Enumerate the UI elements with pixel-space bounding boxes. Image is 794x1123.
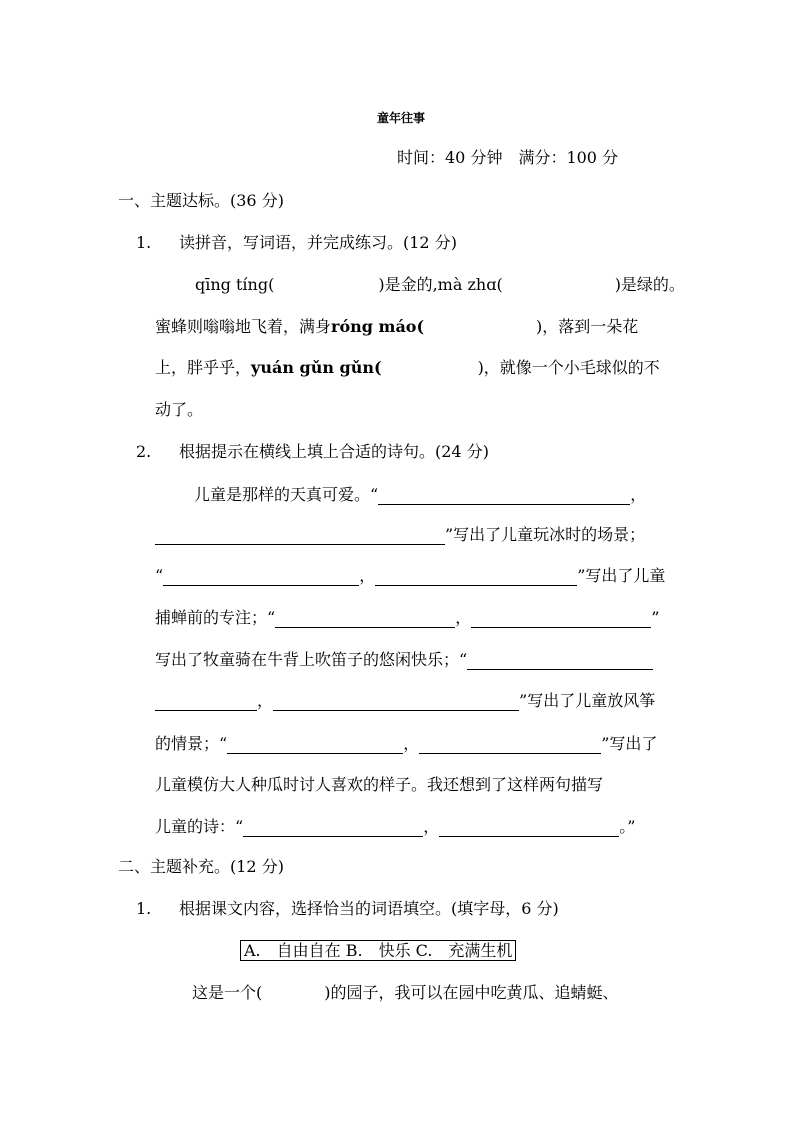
- q2-line5: [155, 650, 653, 670]
- s2-q1-prompt: 根据课文内容，选择恰当的词语填空。(填字母，6 分): [179, 899, 559, 918]
- q1-line4: 动了。: [155, 400, 204, 419]
- poem-blank-11[interactable]: [243, 818, 423, 837]
- poem-blank-6[interactable]: [471, 609, 651, 628]
- q2-line6-text: ”写出了儿童放风筝: [519, 691, 656, 710]
- pinyin-rongmao: róng máo(: [331, 317, 425, 336]
- q2-line3: [155, 566, 665, 586]
- q2-line6: [155, 691, 655, 711]
- q2-line4: [155, 608, 659, 628]
- word-options: A. 自由自在 B. 快乐 C. 充满生机: [240, 940, 516, 961]
- section1-heading: 一、主题达标。(36 分): [118, 191, 284, 210]
- poem-blank-3[interactable]: [163, 567, 359, 586]
- comma: ，: [455, 608, 472, 627]
- pinyin-yuangungun: yuán gǔn gǔn(: [251, 358, 382, 377]
- q2-line7-end: ”写出了: [601, 734, 658, 753]
- poem-blank-2[interactable]: [155, 526, 445, 545]
- q1-number: 1.: [136, 233, 152, 252]
- open-quote: “: [155, 566, 164, 585]
- pinyin-qingting: qīng tíng(: [195, 275, 275, 294]
- poem-blank-7-cont[interactable]: [155, 692, 257, 711]
- page-title: 童年往事: [377, 111, 426, 125]
- poem-blank-1[interactable]: [378, 486, 630, 505]
- comma: ，: [359, 566, 376, 585]
- q1-line2: [155, 317, 638, 337]
- q1-line1-text-b: )是金的,: [378, 275, 438, 294]
- s2-q1-line1: [192, 983, 619, 1003]
- word-options-box: [240, 941, 516, 961]
- comma: ，: [630, 485, 647, 504]
- q1-line3-text-c: )，就像一个小毛球似的不: [477, 358, 660, 377]
- q2-number: 2.: [136, 442, 152, 461]
- q1-line1-text-d: )是绿的。: [614, 275, 685, 294]
- close-quote: ”: [651, 608, 660, 627]
- q1-line2-text-a: 蜜蜂则嗡嗡地飞着，满身: [155, 317, 332, 336]
- comma: ，: [403, 734, 420, 753]
- q2-line2: [155, 525, 645, 545]
- q2-line7: [155, 734, 657, 754]
- s2-q1-line1-text-a: 这是一个(: [192, 983, 263, 1002]
- q1-line2-text-c: )，落到一朵花: [536, 317, 639, 336]
- q1-line1: [195, 275, 685, 295]
- poem-blank-10[interactable]: [419, 735, 601, 754]
- poem-blank-8[interactable]: [273, 692, 519, 711]
- q2-line9: [155, 817, 635, 837]
- q2-line3-text: ”写出了儿童: [577, 566, 666, 585]
- q1-prompt: 读拼音，写词语，并完成练习。(12 分): [179, 233, 457, 252]
- q2-line1-text: 儿童是那样的天真可爱。“: [194, 485, 379, 504]
- q2-line5-text: 写出了牧童骑在牛背上吹笛子的悠闲快乐；“: [155, 650, 468, 669]
- s2-q1-number: 1.: [136, 899, 152, 918]
- poem-blank-12[interactable]: [439, 818, 619, 837]
- time-score-info: 时间：40 分钟 满分：100 分: [397, 148, 619, 167]
- q2-line2-text: ”写出了儿童玩冰时的场景；: [445, 525, 646, 544]
- poem-blank-9[interactable]: [227, 735, 403, 754]
- q2-line7-text: 的情景；“: [155, 734, 228, 753]
- poem-blank-7[interactable]: [467, 651, 653, 670]
- s2-q1-line1-text-b: )的园子，我可以在园中吃黄瓜、追蜻蜓、: [324, 983, 619, 1002]
- q1-line3-text-a: 上，胖乎乎，: [155, 358, 252, 377]
- q2-line8: 儿童模仿大人种瓜时讨人喜欢的样子。我还想到了这样两句描写: [155, 775, 604, 794]
- q2-line9-text: 儿童的诗：“: [155, 817, 244, 836]
- comma: ，: [257, 691, 274, 710]
- q1-line3: [155, 358, 660, 378]
- section2-heading: 二、主题补充。(12 分): [118, 857, 284, 876]
- q2-line1: [194, 485, 646, 505]
- poem-blank-4[interactable]: [375, 567, 577, 586]
- comma: ，: [423, 817, 440, 836]
- q2-prompt: 根据提示在横线上填上合适的诗句。(24 分): [179, 442, 489, 461]
- pinyin-mazha: mà zhɑ(: [437, 275, 503, 294]
- poem-blank-5[interactable]: [275, 609, 455, 628]
- q2-line9-end: 。”: [619, 817, 636, 836]
- q2-line4-text: 捕蝉前的专注；“: [155, 608, 276, 627]
